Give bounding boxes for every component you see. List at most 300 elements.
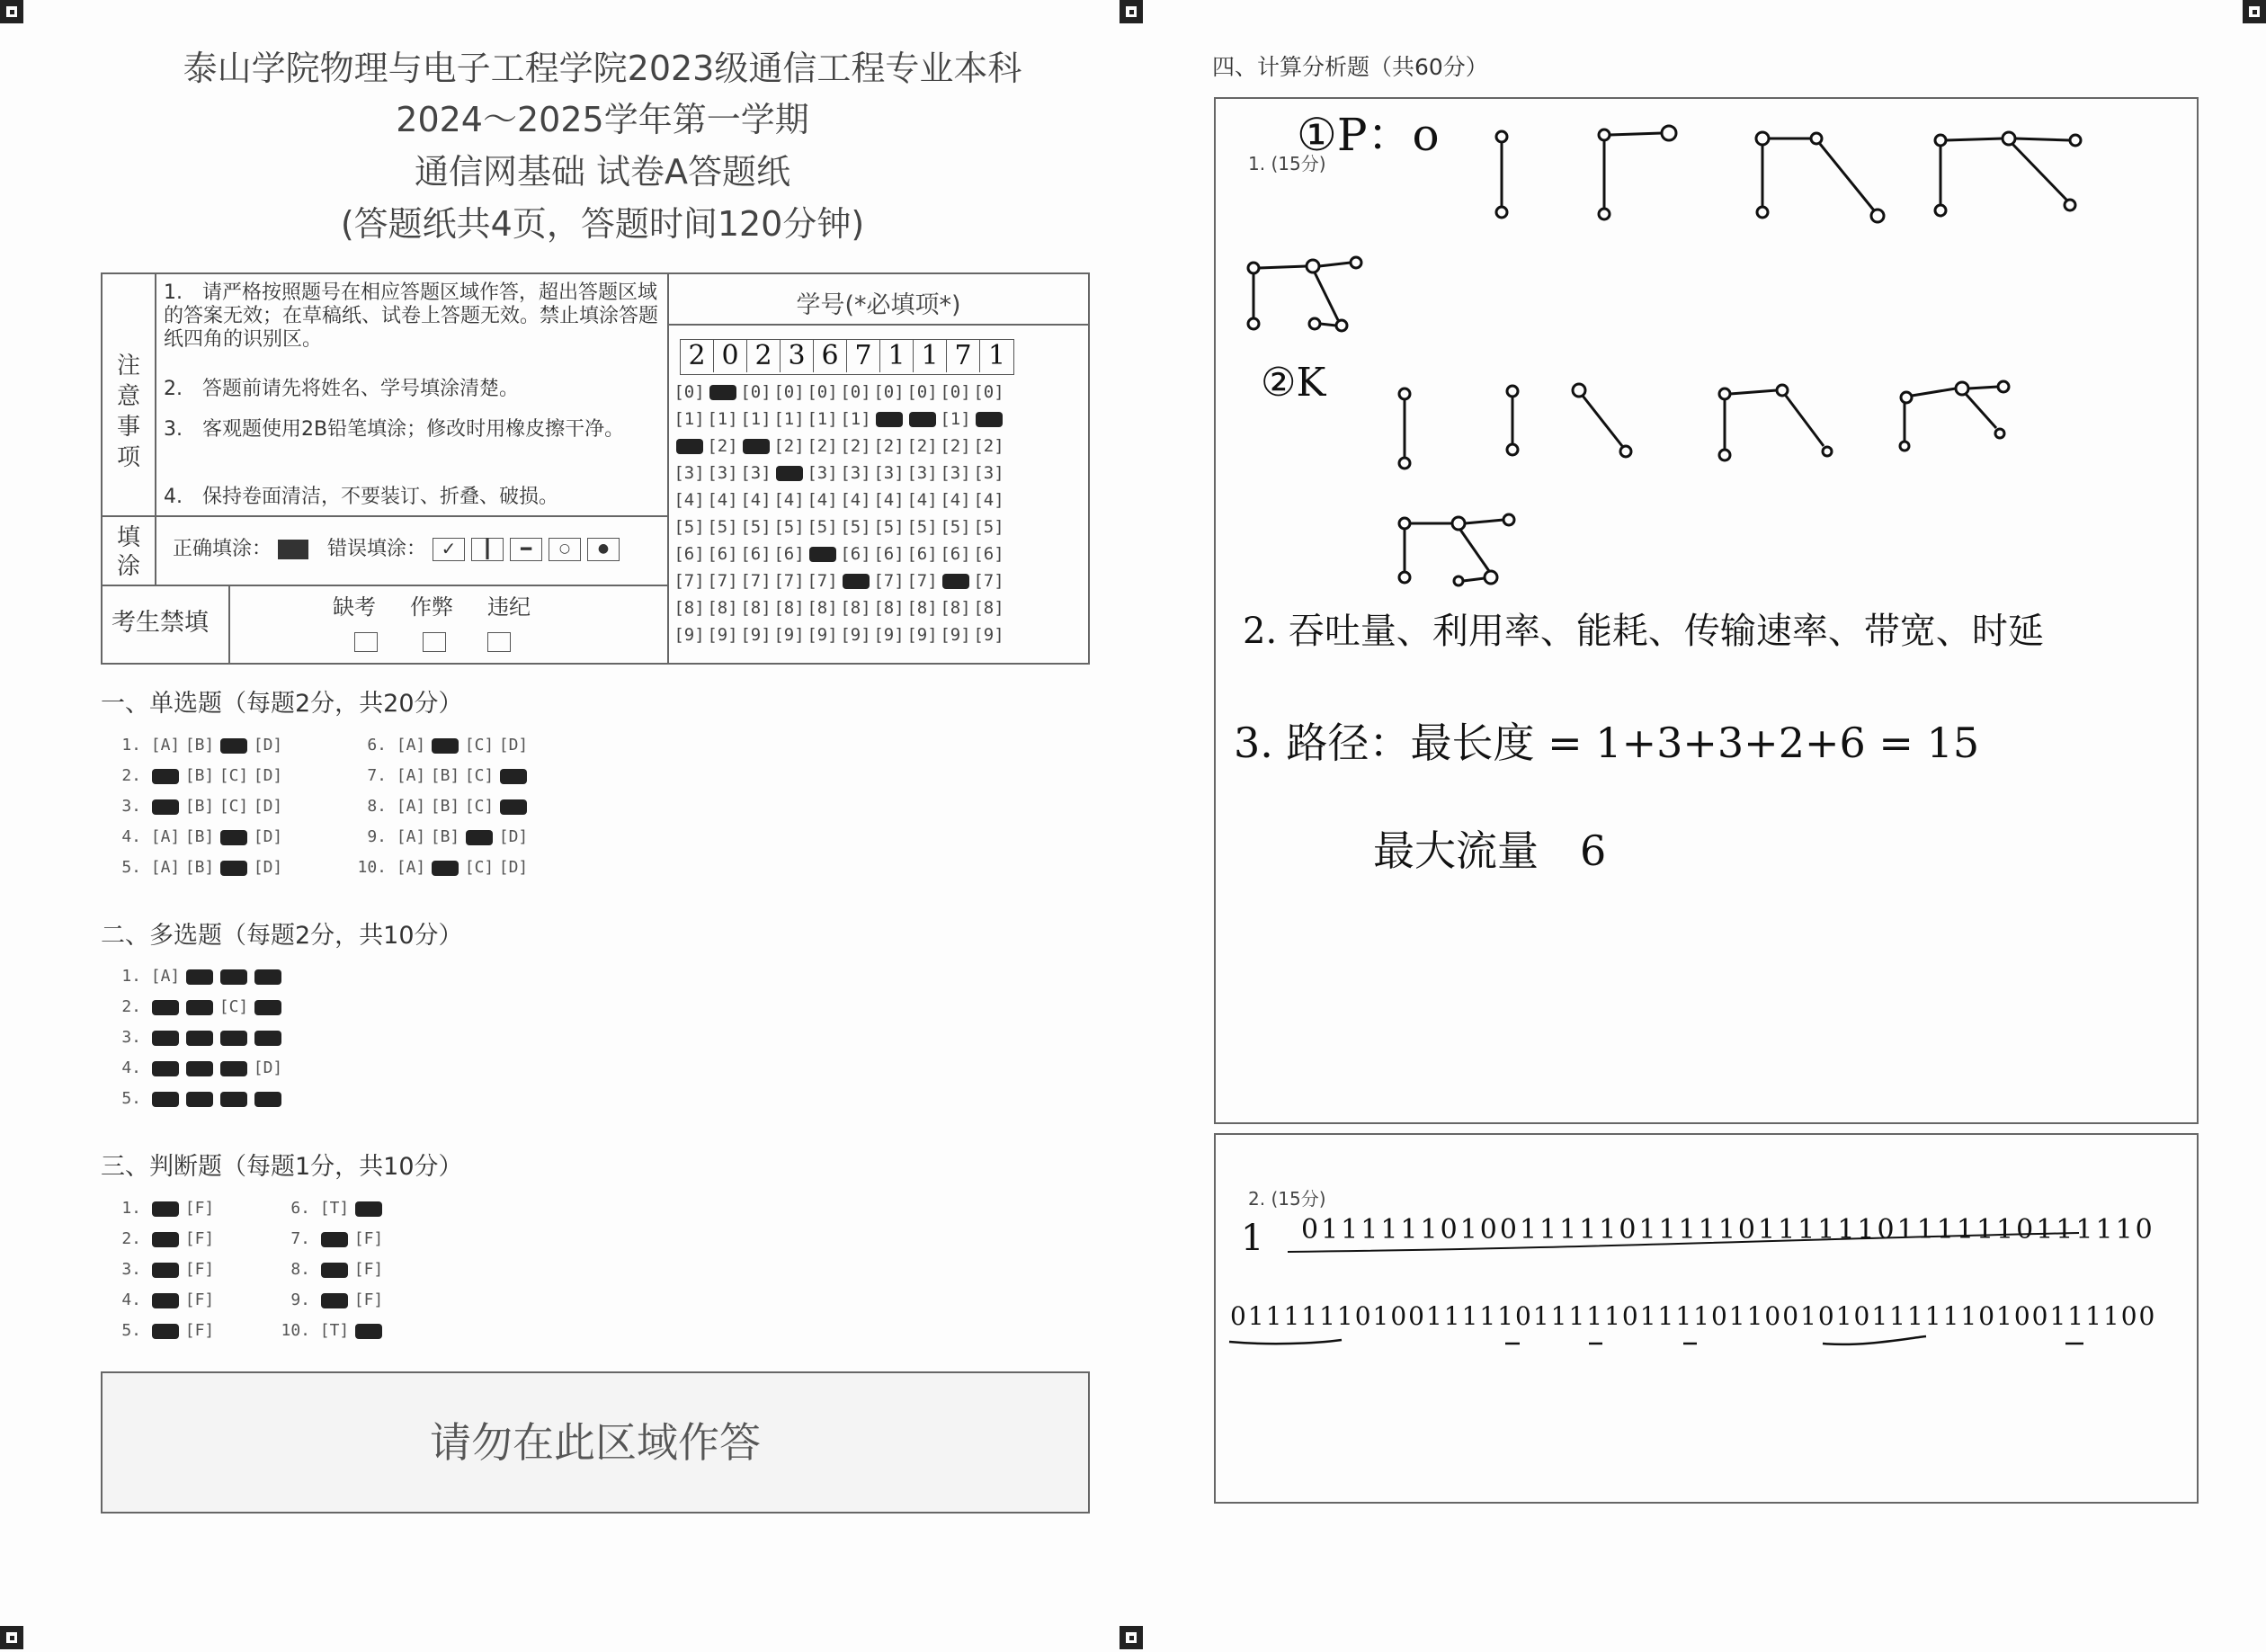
filled-bubble[interactable] <box>809 547 836 562</box>
id-bubble[interactable]: [5] <box>940 517 971 537</box>
option-c[interactable] <box>217 1058 251 1077</box>
id-bubble-row <box>673 436 1005 456</box>
option-c[interactable]: [C] <box>464 736 495 755</box>
option-f[interactable] <box>352 1321 386 1340</box>
option-t[interactable] <box>148 1321 183 1340</box>
question-row <box>101 1260 217 1279</box>
id-bubble[interactable]: [0] <box>840 382 871 402</box>
option-b[interactable]: [B] <box>430 766 460 785</box>
id-bubble[interactable] <box>706 382 739 402</box>
id-bubble[interactable] <box>806 544 839 564</box>
option-c[interactable] <box>217 967 251 986</box>
id-bubble[interactable]: [4] <box>674 490 705 510</box>
question-number: 3. <box>121 1260 141 1279</box>
option-t[interactable] <box>317 1260 352 1279</box>
option-c[interactable] <box>217 827 251 846</box>
option-d[interactable]: [D] <box>498 827 529 846</box>
id-bubble[interactable]: [2] <box>940 436 971 456</box>
id-bubble[interactable]: [9] <box>807 625 838 645</box>
option-t[interactable] <box>148 1290 183 1309</box>
filled-bubble[interactable] <box>152 799 179 815</box>
option-a[interactable]: [A] <box>150 827 181 846</box>
filled-bubble[interactable] <box>220 1031 247 1046</box>
id-bubble[interactable]: [8] <box>840 598 871 618</box>
filled-bubble[interactable] <box>186 1000 213 1015</box>
option-f[interactable]: [F] <box>184 1290 215 1309</box>
option-d[interactable]: [D] <box>253 766 283 785</box>
filled-bubble[interactable] <box>220 1061 247 1076</box>
option-f[interactable]: [F] <box>184 1260 215 1279</box>
filled-bubble[interactable] <box>676 439 703 454</box>
filled-bubble[interactable] <box>466 830 493 845</box>
id-bubble[interactable]: [2] <box>973 436 1004 456</box>
id-bubble-row <box>673 625 1005 645</box>
filled-bubble[interactable] <box>321 1232 348 1247</box>
id-bubble-row <box>673 490 1005 510</box>
id-bubble[interactable]: [0] <box>940 382 971 402</box>
question-row <box>346 736 531 755</box>
q1-answer-line-3b: 最大流量 6 <box>1373 826 1607 875</box>
filled-bubble[interactable] <box>500 769 527 784</box>
q2-line-1: 0111111010011111011111011111101111110111110 <box>1301 1214 2155 1246</box>
id-bubble[interactable]: [9] <box>773 625 805 645</box>
question-row <box>101 858 285 877</box>
option-d[interactable] <box>496 797 531 816</box>
q2-line-2-underlines <box>1225 1333 2124 1351</box>
filled-bubble[interactable] <box>186 1061 213 1076</box>
id-bubble[interactable]: [0] <box>773 382 805 402</box>
corner-mark-bottom-left <box>0 1626 23 1649</box>
id-digit: 7 <box>947 340 980 372</box>
question-row <box>270 1290 386 1309</box>
id-bubble[interactable]: [3] <box>740 463 772 483</box>
option-b[interactable] <box>183 1028 217 1047</box>
question-row <box>346 858 531 877</box>
option-a[interactable]: [A] <box>396 858 426 877</box>
option-t[interactable] <box>317 1290 352 1309</box>
option-a[interactable]: [A] <box>150 736 181 755</box>
id-bubble-row <box>673 463 1005 483</box>
id-bubble[interactable] <box>772 463 806 483</box>
id-bubble[interactable]: [8] <box>940 598 971 618</box>
id-bubble-row <box>673 382 1005 402</box>
id-bubble[interactable]: [9] <box>906 625 938 645</box>
corner-mark-top-middle <box>1120 0 1143 23</box>
id-bubble[interactable]: [3] <box>707 463 738 483</box>
filled-bubble[interactable] <box>876 412 903 427</box>
corner-mark-top-left <box>0 0 23 23</box>
id-bubble[interactable] <box>739 436 772 456</box>
question-number: 6. <box>290 1199 310 1218</box>
option-d[interactable] <box>496 766 531 785</box>
filled-bubble[interactable] <box>432 861 459 876</box>
id-bubble[interactable]: [5] <box>707 517 738 537</box>
option-a[interactable]: [A] <box>396 827 426 846</box>
id-bubble[interactable]: [1] <box>940 409 971 429</box>
question-row <box>101 827 285 846</box>
q1-prim-label: ①P：o <box>1297 109 1440 161</box>
option-b[interactable]: [B] <box>184 827 215 846</box>
id-bubble[interactable]: [9] <box>873 625 905 645</box>
question-number: 5. <box>121 1321 141 1340</box>
option-c[interactable]: [C] <box>219 997 249 1016</box>
id-bubble[interactable]: [4] <box>840 490 871 510</box>
id-bubble[interactable]: [5] <box>973 517 1004 537</box>
id-bubble[interactable]: [6] <box>873 544 905 564</box>
question-number: 7. <box>290 1229 310 1248</box>
wrong-fill-label: 错误填涂： <box>327 538 427 560</box>
id-bubble[interactable]: [5] <box>807 517 838 537</box>
option-d[interactable] <box>251 997 285 1016</box>
section-1-title: 一、单选题（每题2分，共20分） <box>101 690 463 718</box>
question-number: 4. <box>121 827 141 846</box>
question-number: 1. <box>121 967 141 986</box>
corner-mark-top-right <box>2243 0 2266 23</box>
id-bubble[interactable]: [4] <box>873 490 905 510</box>
id-bubble[interactable]: [5] <box>674 517 705 537</box>
option-a[interactable] <box>148 1028 183 1047</box>
filled-bubble[interactable] <box>186 969 213 985</box>
option-f[interactable] <box>352 1199 386 1218</box>
id-bubble[interactable]: [8] <box>906 598 938 618</box>
q1-label: 1. (15分) <box>1248 153 1326 174</box>
id-bubble[interactable]: [6] <box>940 544 971 564</box>
filled-bubble[interactable] <box>743 439 770 454</box>
corner-mark-bottom-middle <box>1120 1626 1143 1649</box>
question-row <box>101 997 285 1016</box>
id-digit: 1 <box>914 340 947 372</box>
forbidden-violation-checkbox[interactable] <box>487 632 511 652</box>
filled-bubble[interactable] <box>220 738 247 754</box>
id-bubble[interactable]: [2] <box>707 436 738 456</box>
id-bubble[interactable]: [6] <box>674 544 705 564</box>
filled-bubble[interactable] <box>152 769 179 784</box>
forbidden-label: 考生禁填 <box>112 609 209 637</box>
option-b[interactable] <box>183 1089 217 1108</box>
id-bubble[interactable]: [6] <box>840 544 871 564</box>
q1-answer-line-2: 2. 吞吐量、利用率、能耗、传输速率、带宽、时延 <box>1243 611 2044 652</box>
option-c[interactable]: [C] <box>219 766 249 785</box>
option-t[interactable] <box>148 1199 183 1218</box>
question-number: 4. <box>121 1290 141 1309</box>
filled-bubble[interactable] <box>254 1092 281 1107</box>
id-bubble[interactable]: [2] <box>773 436 805 456</box>
id-bubble[interactable]: [8] <box>973 598 1004 618</box>
id-bubble[interactable]: [2] <box>840 436 871 456</box>
answer-box-q2[interactable] <box>1214 1133 2199 1504</box>
option-b[interactable] <box>183 967 217 986</box>
option-d[interactable]: [D] <box>498 736 529 755</box>
answer-box-q1[interactable] <box>1214 97 2199 1124</box>
id-bubble[interactable]: [0] <box>674 382 705 402</box>
question-row <box>101 736 285 755</box>
filled-bubble[interactable] <box>152 1201 179 1217</box>
filled-bubble[interactable] <box>152 1324 179 1339</box>
id-bubble[interactable]: [9] <box>840 625 871 645</box>
filled-bubble[interactable] <box>152 1263 179 1278</box>
id-bubble[interactable]: [1] <box>740 409 772 429</box>
q1-spanning-tree-drawings <box>1216 99 2197 603</box>
id-bubble[interactable]: [6] <box>707 544 738 564</box>
q1-kruskal-label: ②K <box>1261 360 1326 406</box>
id-bubble[interactable]: [0] <box>740 382 772 402</box>
id-bubble[interactable]: [7] <box>740 571 772 591</box>
id-bubble[interactable]: [5] <box>873 517 905 537</box>
id-bubble[interactable] <box>673 436 706 456</box>
option-d[interactable] <box>251 1028 285 1047</box>
filled-bubble[interactable] <box>976 412 1003 427</box>
filled-bubble[interactable] <box>186 1031 213 1046</box>
id-bubble[interactable]: [9] <box>940 625 971 645</box>
option-a[interactable]: [A] <box>396 797 426 816</box>
filled-bubble[interactable] <box>152 1031 179 1046</box>
option-a[interactable]: [A] <box>150 858 181 877</box>
id-bubble-row <box>673 409 1005 429</box>
option-c[interactable] <box>217 1028 251 1047</box>
wrong-fill-check-icon: ✓ <box>433 538 465 561</box>
filled-bubble[interactable] <box>321 1293 348 1308</box>
id-bubble[interactable]: [3] <box>973 463 1004 483</box>
option-c[interactable] <box>217 1089 251 1108</box>
student-id-label: 学号(*必填项*) <box>796 291 961 319</box>
id-bubble[interactable]: [1] <box>807 409 838 429</box>
id-bubble[interactable]: [0] <box>873 382 905 402</box>
id-bubble[interactable]: [5] <box>840 517 871 537</box>
id-bubble[interactable]: [3] <box>873 463 905 483</box>
wrong-fill-circle-icon: ○ <box>549 538 581 561</box>
id-bubble[interactable]: [8] <box>740 598 772 618</box>
id-bubble[interactable]: [4] <box>707 490 738 510</box>
filled-bubble[interactable] <box>432 738 459 754</box>
id-bubble[interactable]: [6] <box>973 544 1004 564</box>
id-bubble[interactable]: [0] <box>906 382 938 402</box>
question-row <box>101 1229 217 1248</box>
id-bubble[interactable]: [3] <box>906 463 938 483</box>
fill-side-label: 填涂 <box>117 524 141 580</box>
filled-bubble[interactable] <box>152 1232 179 1247</box>
option-d[interactable]: [D] <box>253 858 283 877</box>
id-bubble[interactable]: [4] <box>740 490 772 510</box>
filled-bubble[interactable] <box>843 574 870 589</box>
notice-side-label: 注意事项 <box>117 353 141 471</box>
id-bubble[interactable]: [2] <box>873 436 905 456</box>
id-bubble[interactable]: [4] <box>906 490 938 510</box>
id-bubble[interactable]: [1] <box>674 409 705 429</box>
q2-line-2: 0111111010011111011111011110110010101111110100111100 <box>1230 1301 2157 1331</box>
id-bubble[interactable]: [4] <box>940 490 971 510</box>
option-t[interactable] <box>148 1229 183 1248</box>
filled-bubble[interactable] <box>709 385 736 400</box>
id-bubble[interactable]: [7] <box>873 571 905 591</box>
filled-bubble[interactable] <box>254 1000 281 1015</box>
option-a[interactable] <box>148 997 183 1016</box>
option-c[interactable]: [C] <box>464 797 495 816</box>
section-2-title: 二、多选题（每题2分，共10分） <box>101 922 463 950</box>
id-bubble[interactable]: [7] <box>973 571 1004 591</box>
option-c[interactable] <box>217 858 251 877</box>
question-row <box>101 967 285 986</box>
id-bubble-row <box>673 544 1005 564</box>
id-bubble[interactable]: [9] <box>973 625 1004 645</box>
filled-bubble[interactable] <box>321 1263 348 1278</box>
question-number: 2. <box>121 997 141 1016</box>
id-bubble[interactable] <box>872 409 906 429</box>
id-bubble[interactable]: [8] <box>707 598 738 618</box>
option-f[interactable]: [F] <box>353 1260 384 1279</box>
id-bubble[interactable]: [5] <box>740 517 772 537</box>
question-number: 10. <box>357 858 387 877</box>
id-bubble[interactable]: [9] <box>740 625 772 645</box>
no-answer-text: 请勿在此区域作答 <box>430 1418 761 1467</box>
filled-bubble[interactable] <box>254 1031 281 1046</box>
id-bubble[interactable]: [8] <box>773 598 805 618</box>
option-c[interactable]: [C] <box>464 858 495 877</box>
id-bubble[interactable]: [3] <box>840 463 871 483</box>
filled-bubble[interactable] <box>220 830 247 845</box>
option-t[interactable] <box>148 1260 183 1279</box>
filled-bubble[interactable] <box>186 1092 213 1107</box>
id-bubble[interactable]: [5] <box>773 517 805 537</box>
id-bubble[interactable]: [6] <box>773 544 805 564</box>
id-bubble[interactable]: [4] <box>973 490 1004 510</box>
no-answer-area <box>101 1371 1090 1514</box>
notice-item-1: 1. 请严格按照题号在相应答题区域作答，超出答题区域的答案无效；在草稿纸、试卷上答题无效。禁止填涂答题纸四角的识别区。 <box>164 281 659 351</box>
filled-bubble[interactable] <box>355 1201 382 1217</box>
id-bubble[interactable]: [3] <box>940 463 971 483</box>
option-d[interactable]: [D] <box>253 797 283 816</box>
id-bubble[interactable]: [8] <box>873 598 905 618</box>
option-d[interactable]: [D] <box>253 736 283 755</box>
id-bubble[interactable]: [7] <box>773 571 805 591</box>
option-f[interactable]: [F] <box>184 1229 215 1248</box>
forbidden-cheat-checkbox[interactable] <box>423 632 446 652</box>
id-bubble[interactable]: [2] <box>807 436 838 456</box>
id-bubble[interactable]: [7] <box>807 571 838 591</box>
option-b[interactable]: [B] <box>184 858 215 877</box>
option-d[interactable] <box>251 1089 285 1108</box>
filled-bubble[interactable] <box>152 1000 179 1015</box>
id-bubble[interactable]: [0] <box>973 382 1004 402</box>
option-c[interactable] <box>462 827 496 846</box>
option-b[interactable] <box>428 736 462 755</box>
wrong-fill-dash-icon: ━ <box>510 538 542 561</box>
option-d[interactable] <box>251 967 285 986</box>
option-c[interactable]: [C] <box>219 797 249 816</box>
question-row <box>101 1321 217 1340</box>
id-bubble[interactable]: [0] <box>807 382 838 402</box>
id-bubble[interactable]: [9] <box>674 625 705 645</box>
id-bubble[interactable]: [7] <box>906 571 938 591</box>
correct-fill-label: 正确填涂： <box>173 538 272 560</box>
option-b[interactable] <box>183 997 217 1016</box>
id-bubble[interactable]: [5] <box>906 517 938 537</box>
id-bubble[interactable]: [1] <box>840 409 871 429</box>
question-row <box>270 1199 386 1218</box>
question-row <box>101 766 285 785</box>
option-f[interactable]: [F] <box>184 1321 215 1340</box>
filled-bubble[interactable] <box>152 1061 179 1076</box>
id-digit: 0 <box>714 340 747 372</box>
option-t[interactable] <box>317 1229 352 1248</box>
option-a[interactable] <box>148 1089 183 1108</box>
notice-item-3: 3. 客观题使用2B铅笔填涂；修改时用橡皮擦干净。 <box>164 418 625 441</box>
id-bubble[interactable] <box>839 571 872 591</box>
option-d[interactable]: [D] <box>253 827 283 846</box>
question-number: 9. <box>367 827 387 846</box>
forbidden-absent-checkbox[interactable] <box>354 632 378 652</box>
option-b[interactable]: [B] <box>184 797 215 816</box>
option-d[interactable]: [D] <box>498 858 529 877</box>
forbidden-absent-label: 缺考 <box>333 594 376 620</box>
id-bubble[interactable]: [3] <box>674 463 705 483</box>
forbidden-cheat-label: 作弊 <box>410 594 453 620</box>
id-bubble[interactable]: [8] <box>807 598 838 618</box>
filled-bubble[interactable] <box>355 1324 382 1339</box>
option-a[interactable]: [A] <box>396 766 426 785</box>
option-t[interactable]: [T] <box>319 1321 350 1340</box>
id-bubble[interactable] <box>972 409 1005 429</box>
id-bubble[interactable]: [7] <box>674 571 705 591</box>
filled-bubble[interactable] <box>220 861 247 876</box>
option-a[interactable] <box>148 797 183 816</box>
question-row <box>101 1028 285 1047</box>
id-bubble[interactable]: [6] <box>906 544 938 564</box>
option-a[interactable] <box>148 766 183 785</box>
id-bubble[interactable] <box>939 571 972 591</box>
id-bubble[interactable]: [7] <box>707 571 738 591</box>
option-f[interactable]: [F] <box>184 1199 215 1218</box>
filled-bubble[interactable] <box>254 969 281 985</box>
filled-bubble[interactable] <box>942 574 969 589</box>
filled-bubble[interactable] <box>776 466 803 481</box>
id-bubble[interactable]: [9] <box>707 625 738 645</box>
id-bubble[interactable]: [6] <box>740 544 772 564</box>
option-d[interactable]: [D] <box>253 1058 283 1077</box>
filled-bubble[interactable] <box>152 1092 179 1107</box>
option-b[interactable]: [B] <box>184 766 215 785</box>
option-b[interactable]: [B] <box>184 736 215 755</box>
option-b[interactable]: [B] <box>430 827 460 846</box>
id-bubble[interactable]: [1] <box>707 409 738 429</box>
filled-bubble[interactable] <box>220 969 247 985</box>
id-bubble[interactable]: [4] <box>807 490 838 510</box>
filled-bubble[interactable] <box>909 412 936 427</box>
filled-bubble[interactable] <box>220 1092 247 1107</box>
option-a[interactable] <box>148 1058 183 1077</box>
option-c[interactable]: [C] <box>464 766 495 785</box>
q1-answer-line-3: 3. 路径：最长度 = 1+3+3+2+6 = 15 <box>1234 719 1980 767</box>
option-f[interactable]: [F] <box>353 1290 384 1309</box>
option-t[interactable]: [T] <box>319 1199 350 1218</box>
id-bubble[interactable]: [4] <box>773 490 805 510</box>
option-a[interactable]: [A] <box>150 967 181 986</box>
id-bubble[interactable] <box>906 409 939 429</box>
option-b[interactable] <box>428 858 462 877</box>
filled-bubble[interactable] <box>152 1293 179 1308</box>
id-bubble[interactable]: [8] <box>674 598 705 618</box>
id-bubble[interactable]: [3] <box>807 463 838 483</box>
section-3-title: 三、判断题（每题1分，共10分） <box>101 1153 463 1181</box>
option-f[interactable]: [F] <box>353 1229 384 1248</box>
option-a[interactable]: [A] <box>396 736 426 755</box>
option-b[interactable] <box>183 1058 217 1077</box>
filled-bubble[interactable] <box>500 799 527 815</box>
option-b[interactable]: [B] <box>430 797 460 816</box>
id-bubble[interactable]: [2] <box>906 436 938 456</box>
wrong-fill-bar-icon: ┃ <box>471 538 504 561</box>
option-c[interactable] <box>217 736 251 755</box>
id-bubble[interactable]: [1] <box>773 409 805 429</box>
